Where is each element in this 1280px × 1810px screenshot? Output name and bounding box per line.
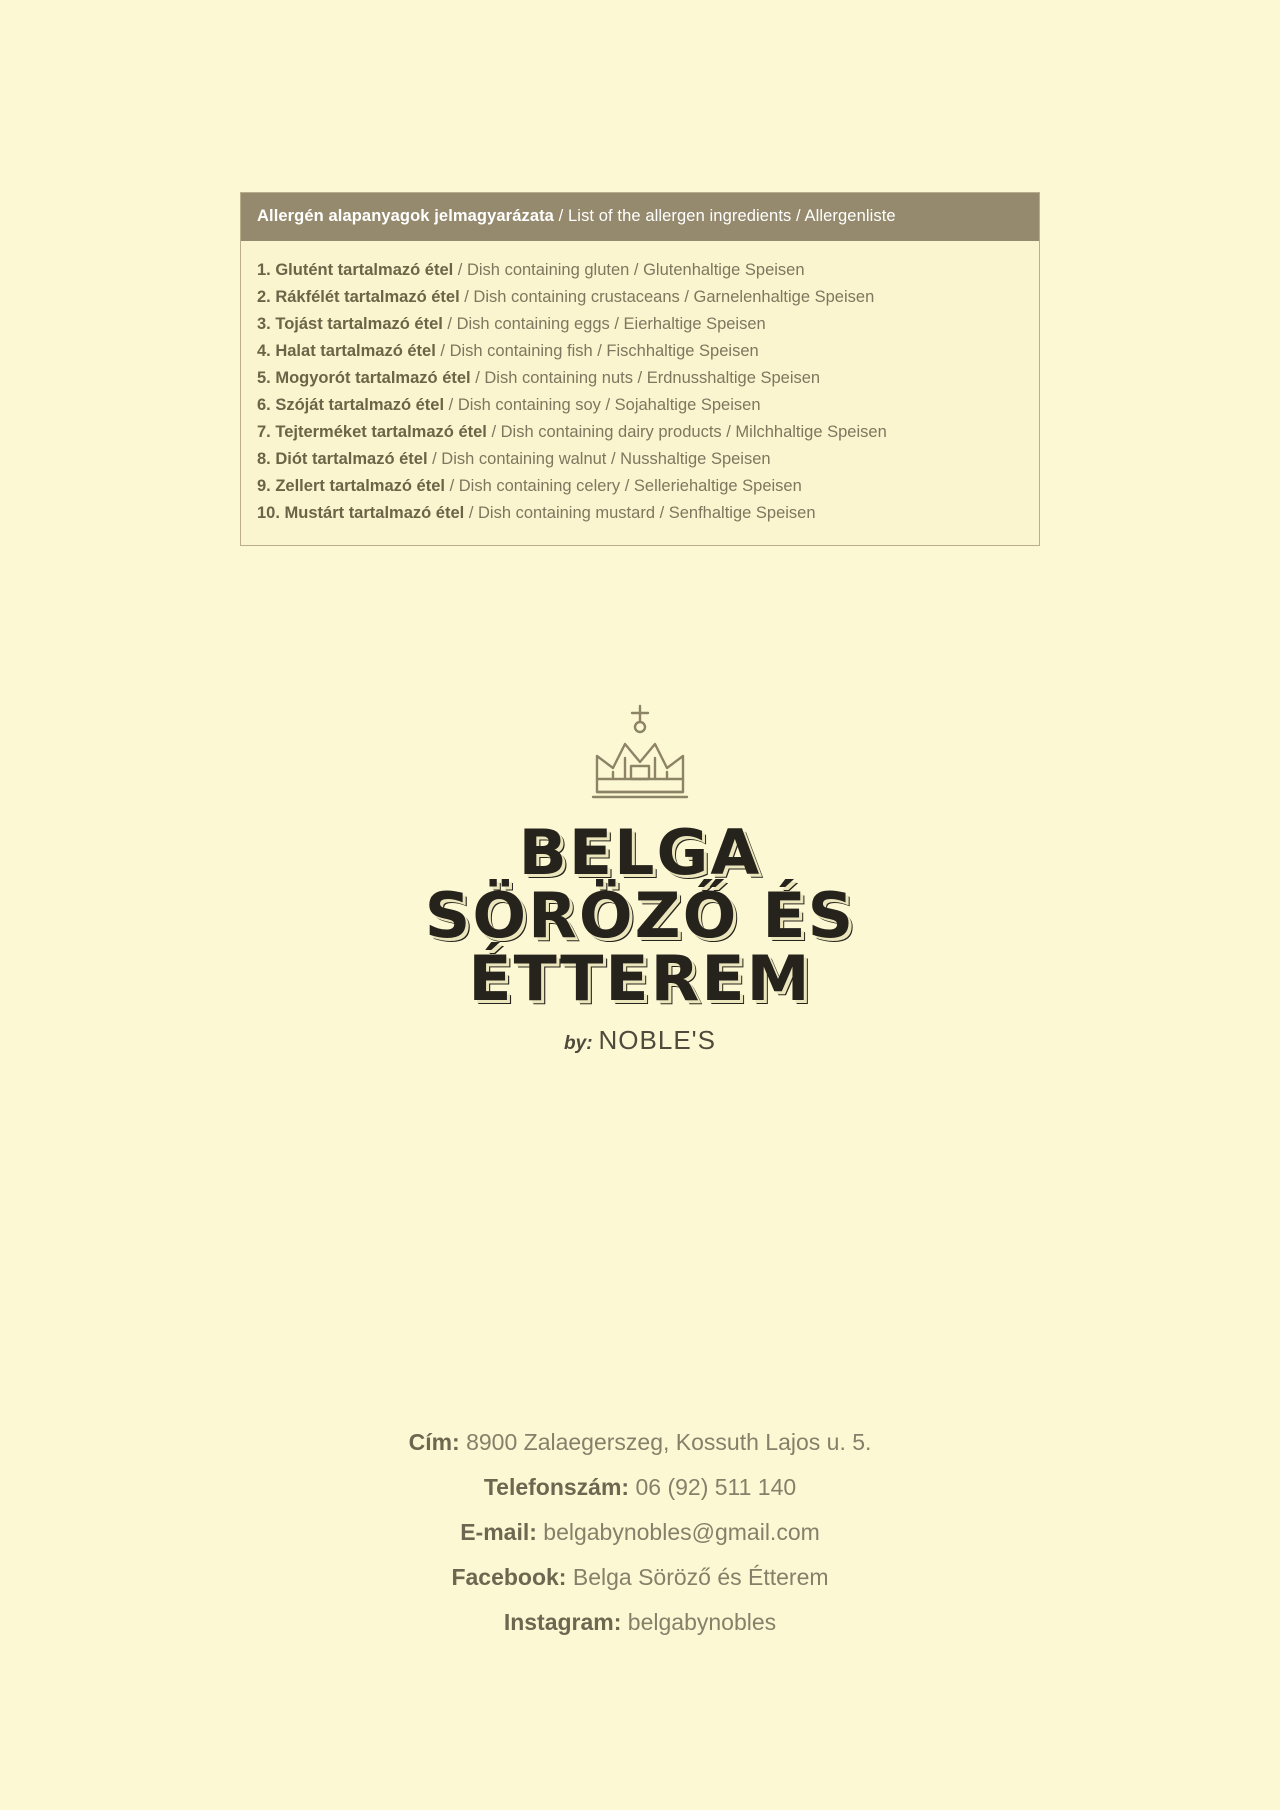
logo-line-3: ÉTTEREM [468, 942, 812, 1016]
contact-details [0, 1420, 1280, 1645]
allergen-item-hu: 7. Tejterméket tartalmazó étel [257, 422, 487, 441]
list-item [257, 392, 1023, 419]
allergen-item-translations: / Dish containing dairy products / Milchhaltige Speisen [486, 422, 887, 441]
allergen-item-translations: / Dish containing fish / Fischhaltige Speisen [435, 341, 759, 360]
contact-label: Facebook: [451, 1564, 567, 1590]
logo-by-prefix: by: [564, 1033, 593, 1055]
contact-facebook[interactable] [0, 1555, 1280, 1600]
list-item [257, 338, 1023, 365]
allergen-header-hu: Allergén alapanyagok jelmagyarázata [257, 207, 554, 225]
allergen-legend-box [240, 192, 1040, 546]
allergen-item-translations: / Dish containing mustard / Senfhaltige Speisen [464, 503, 816, 522]
list-item [257, 311, 1023, 338]
contact-label: E-mail: [460, 1519, 537, 1545]
allergen-item-hu: 10. Mustárt tartalmazó étel [257, 503, 465, 522]
allergen-item-hu: 3. Tojást tartalmazó étel [257, 314, 443, 333]
allergen-item-hu: 2. Rákfélét tartalmazó étel [257, 287, 460, 306]
contact-label: Cím: [408, 1429, 460, 1455]
logo-line-1: BELGA [518, 816, 762, 889]
allergen-item-hu: 4. Halat tartalmazó étel [257, 341, 436, 360]
list-item [257, 473, 1023, 500]
allergen-list [241, 241, 1039, 545]
contact-value: 06 (92) 511 140 [629, 1474, 797, 1500]
allergen-item-translations: / Dish containing soy / Sojahaltige Speisen [444, 395, 761, 414]
allergen-header-translations: / List of the allergen ingredients / Allergenliste [553, 207, 896, 225]
allergen-item-hu: 6. Szóját tartalmazó étel [257, 395, 445, 414]
list-item [257, 284, 1023, 311]
allergen-item-translations: / Dish containing gluten / Glutenhaltige Speisen [453, 260, 805, 279]
allergen-item-hu: 9. Zellert tartalmazó étel [257, 476, 445, 495]
allergen-item-translations: / Dish containing celery / Selleriehaltige Speisen [445, 476, 802, 495]
list-item [257, 365, 1023, 392]
contact-phone [0, 1465, 1280, 1510]
allergen-item-translations: / Dish containing nuts / Erdnusshaltige Speisen [470, 368, 821, 387]
allergen-item-translations: / Dish containing crustaceans / Garnelenhaltige Speisen [459, 287, 875, 306]
contact-value: 8900 Zalaegerszeg, Kossuth Lajos u. 5. [459, 1429, 872, 1455]
allergen-item-hu: 8. Diót tartalmazó étel [257, 449, 428, 468]
allergen-item-hu: 1. Glutént tartalmazó étel [257, 260, 454, 279]
allergen-item-translations: / Dish containing walnut / Nusshaltige Speisen [427, 449, 771, 468]
allergen-item-hu: 5. Mogyorót tartalmazó étel [257, 368, 471, 387]
crown-icon [575, 700, 705, 810]
restaurant-logo [0, 700, 1280, 1056]
list-item [257, 446, 1023, 473]
contact-instagram[interactable] [0, 1600, 1280, 1645]
contact-label: Instagram: [503, 1609, 622, 1635]
list-item [257, 500, 1023, 527]
contact-label: Telefonszám: [483, 1474, 630, 1500]
logo-brand-name: NOBLE'S [598, 1025, 716, 1056]
list-item [257, 257, 1023, 284]
contact-value[interactable]: Belga Söröző és Étterem [566, 1564, 829, 1590]
allergen-item-translations: / Dish containing eggs / Eierhaltige Speisen [442, 314, 766, 333]
logo-byline [0, 1025, 1280, 1056]
contact-value[interactable]: belgabynobles@gmail.com [536, 1519, 820, 1545]
allergen-legend-header [241, 193, 1039, 241]
contact-email[interactable] [0, 1510, 1280, 1555]
logo-line-2: SÖRÖZŐ ÉS [424, 879, 856, 953]
list-item [257, 419, 1023, 446]
contact-address [0, 1420, 1280, 1465]
contact-value[interactable]: belgabynobles [621, 1609, 777, 1635]
